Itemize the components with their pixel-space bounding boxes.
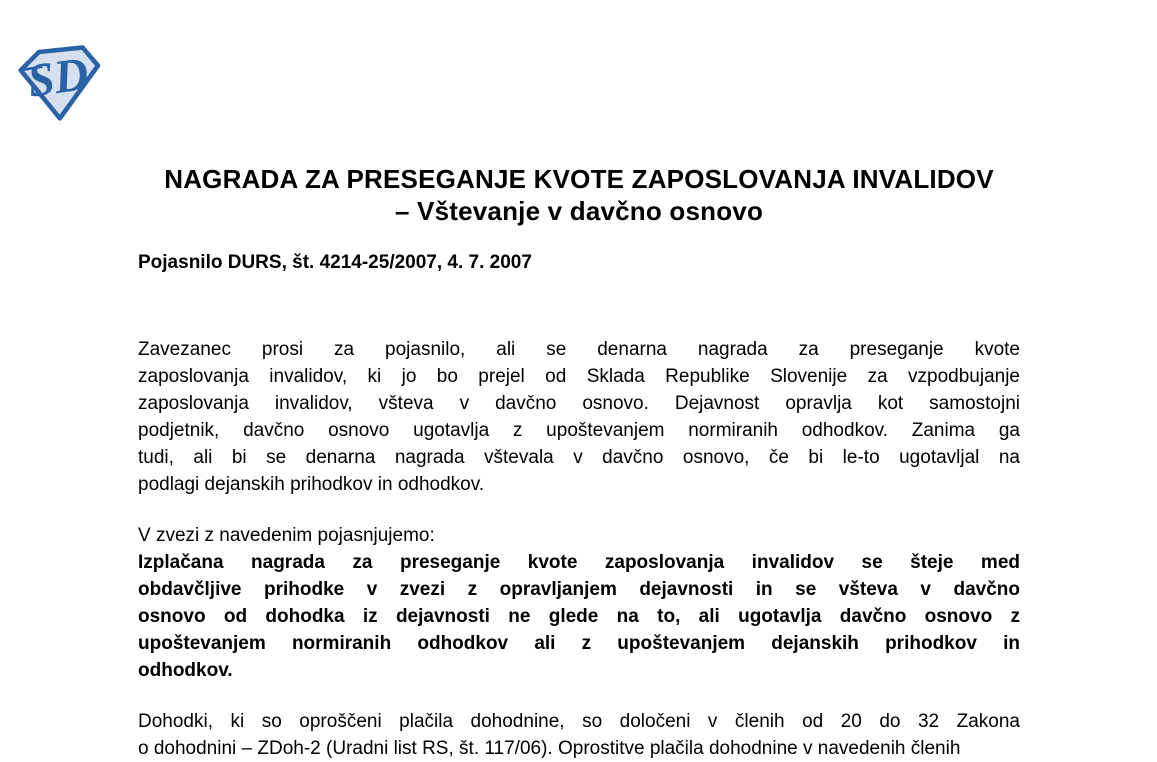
body-line: upoštevanjem normiranih odhodkov ali z upoštevanjem dejanskih prihodkov in	[138, 633, 1020, 654]
logo-letters: SD	[24, 47, 92, 108]
title-line-1: NAGRADA ZA PRESEGANJE KVOTE ZAPOSLOVANJA INVALIDOV	[164, 164, 994, 194]
paragraph-gap	[138, 498, 1020, 522]
body-line: Izplačana nagrada za preseganje kvote zaposlovanja invalidov se šteje med	[138, 552, 1020, 573]
body-line: podjetnik, davčno osnovo ugotavlja z upoštevanjem normiranih odhodkov. Zanima ga	[138, 420, 1020, 441]
paragraph-legal	[138, 708, 1020, 762]
paragraph-request	[138, 336, 1020, 498]
body-line: tudi, ali bi se denarna nagrada vštevala v davčno osnovo, če bi le-to ugotavljal na	[138, 447, 1020, 468]
paragraph-statement	[138, 549, 1020, 684]
sd-gem-logo-icon	[12, 42, 104, 122]
body-line: podlagi dejanskih prihodkov in odhodkov.	[138, 474, 485, 495]
body-line: obdavčljive prihodke v zvezi z opravljanjem dejavnosti in se všteva v davčno	[138, 579, 1020, 600]
intro-line: V zvezi z navedenim pojasnjujemo:	[138, 525, 435, 546]
document-reference: Pojasnilo DURS, št. 4214-25/2007, 4. 7. 2007	[138, 252, 532, 273]
document-body	[138, 336, 1020, 762]
title-line-2: – Vštevanje v davčno osnovo	[394, 196, 764, 226]
document-title	[138, 163, 1020, 227]
body-line: zaposlovanja invalidov, ki jo bo prejel od Sklada Republike Slovenije za vzpodbujanje	[138, 366, 1020, 387]
body-line-clipped: o dohodnini – ZDoh-2 (Uradni list RS, št. 117/06). Oprostitve plačila dohodnine v navedenih členih	[138, 738, 961, 759]
body-line: odhodkov.	[138, 660, 233, 681]
paragraph-gap	[138, 684, 1020, 708]
body-line: Dohodki, ki so oproščeni plačila dohodnine, so določeni v členih od 20 do 32 Zakona	[138, 711, 1020, 732]
body-line: zaposlovanja invalidov, všteva v davčno osnovo. Dejavnost opravlja kot samostojni	[138, 393, 1020, 414]
body-line: osnovo od dohodka iz dejavnosti ne glede na to, ali ugotavlja davčno osnovo z	[138, 606, 1020, 627]
body-line: Zavezanec prosi za pojasnilo, ali se denarna nagrada za preseganje kvote	[138, 339, 1020, 360]
